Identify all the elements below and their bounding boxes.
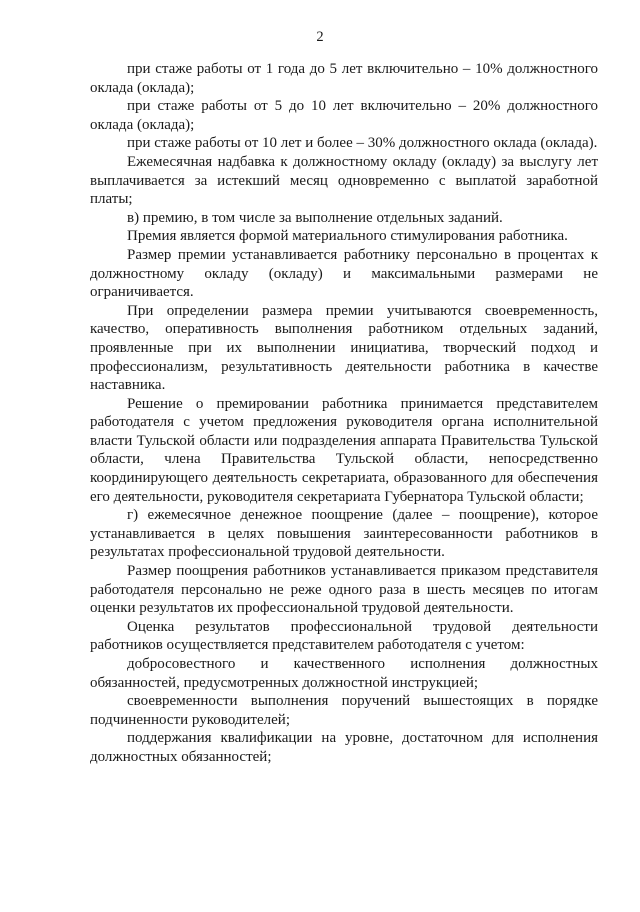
paragraph-evaluation: Оценка результатов профессиональной трудовой деятельности работников осуществляется представителем работодателя с учетом: [90, 618, 598, 654]
paragraph-seniority-5-10: при стаже работы от 5 до 10 лет включительно – 20% должностного оклада (оклада); [90, 98, 598, 133]
paragraph-bonus-decision: Решение о премировании работника принимается представителем работодателя с учетом предложения руководителя органа исполнительной власти Тульской области или подразделения аппарата Правительства Тульской области, члена Правительства Тульской области, непосредственно координирующего деятельность секретариата, образованного для обеспечения его деятельности, руководителя секретариата Губернатора Тульской области; [90, 395, 598, 505]
paragraph-bonus-size: Размер премии устанавливается работнику персонально в процентах к должностному окладу (окладу) и максимальными размерами не ограничивается. [90, 246, 598, 301]
paragraph-seniority-payment: Ежемесячная надбавка к должностному окладу (окладу) за выслугу лет выплачивается за истекший месяц одновременно с выплатой заработной платы; [90, 153, 598, 208]
page-number: 2 [316, 29, 324, 45]
paragraph-incentive-size: Размер поощрения работников устанавливается приказом представителя работодателя персонально не реже одного раза в шесть месяцев по итогам оценки результатов их профессиональной трудовой деятельности. [90, 563, 598, 617]
paragraph-seniority-1-5: при стаже работы от 1 года до 5 лет включительно – 10% должностного оклада (оклада); [90, 61, 598, 96]
paragraph-incentive-item-g: г) ежемесячное денежное поощрение (далее – поощрение), которое устанавливается в целях повышения заинтересованности работников в результатах профессиональной трудовой деятельности. [90, 507, 598, 561]
paragraph-bonus-criteria: При определении размера премии учитываются своевременность, качество, оперативность выполнения работником отдельных заданий, проявленные при их выполнении инициатива, творческий подход и профессионализм, результативность деятельности работника в качестве наставника. [90, 302, 598, 394]
paragraph-bonus-definition: Премия является формой материального стимулирования работника. [127, 228, 568, 245]
paragraph-bonus-item-v: в) премию, в том числе за выполнение отдельных заданий. [127, 209, 503, 226]
paragraph-seniority-10-plus: при стаже работы от 10 лет и более – 30% должностного оклада (оклада). [127, 135, 598, 152]
paragraph-criterion-duties: добросовестного и качественного исполнения должностных обязанностей, предусмотренных должностной инструкцией; [90, 656, 598, 691]
paragraph-criterion-qualification: поддержания квалификации на уровне, достаточном для исполнения должностных обязанностей; [90, 730, 598, 765]
paragraph-criterion-orders: своевременности выполнения поручений вышестоящих в порядке подчиненности руководителей; [90, 693, 598, 728]
document-body [90, 60, 598, 767]
